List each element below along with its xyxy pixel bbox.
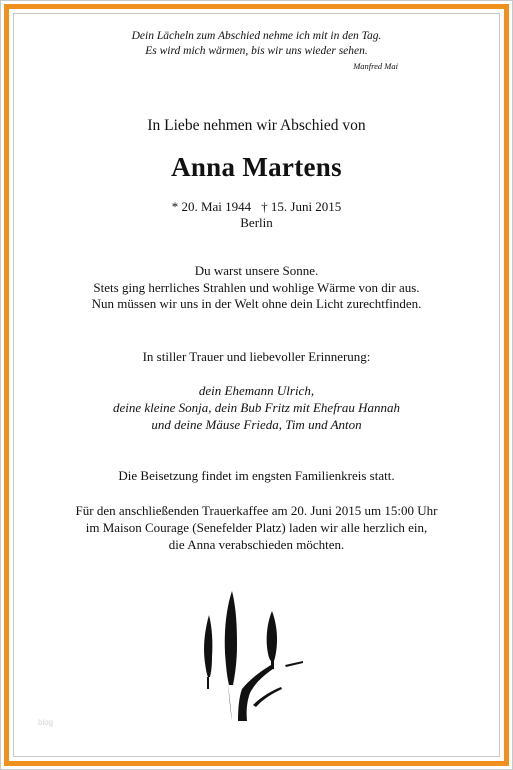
family-line: deine kleine Sonja, dein Bub Fritz mit Ehefrau Hannah bbox=[112, 400, 401, 415]
intro-heading: In Liebe nehmen wir Abschied von bbox=[147, 117, 366, 134]
family-line: und deine Mäuse Frieda, Tim und Anton bbox=[151, 417, 362, 432]
poem-line: Nun müssen wir uns in der Welt ohne dein Licht zurechtfinden. bbox=[91, 296, 422, 311]
poem-line: Du warst unsere Sonne. bbox=[194, 263, 319, 278]
coffee-line: Für den anschließenden Trauerkaffee am 20. Juni 2015 um 15:00 Uhr bbox=[75, 503, 438, 518]
quote-line: Es wird mich wärmen, bis wir uns wieder sehen. bbox=[145, 45, 368, 57]
life-dates bbox=[0, 199, 513, 231]
poem bbox=[0, 263, 513, 313]
cypress-trees-graphic bbox=[195, 585, 315, 725]
quote bbox=[0, 29, 513, 59]
family-line: dein Ehemann Ulrich, bbox=[198, 383, 315, 398]
birth-date: * 20. Mai 1944 bbox=[171, 199, 252, 214]
coffee-line: im Maison Courage (Senefelder Platz) laden wir alle herzlich ein, bbox=[85, 520, 428, 535]
coffee-line: die Anna verabschieden möchten. bbox=[168, 537, 345, 552]
death-date: † 15. Juni 2015 bbox=[261, 199, 342, 214]
place: Berlin bbox=[240, 215, 273, 230]
coffee-invitation bbox=[0, 502, 513, 553]
watermark: blog bbox=[38, 718, 54, 727]
quote-line: Dein Lächeln zum Abschied nehme ich mit in den Tag. bbox=[131, 30, 382, 42]
poem-line: Stets ging herrliches Strahlen und wohlige Wärme von dir aus. bbox=[93, 279, 420, 295]
quote-author: Manfred Mai bbox=[353, 61, 398, 71]
family-list bbox=[0, 382, 513, 433]
mourning-line: In stiller Trauer und liebevoller Erinnerung: bbox=[142, 349, 371, 364]
deceased-name: Anna Martens bbox=[171, 152, 342, 182]
funeral-notice: Die Beisetzung findet im engsten Familienkreis statt. bbox=[118, 468, 395, 483]
